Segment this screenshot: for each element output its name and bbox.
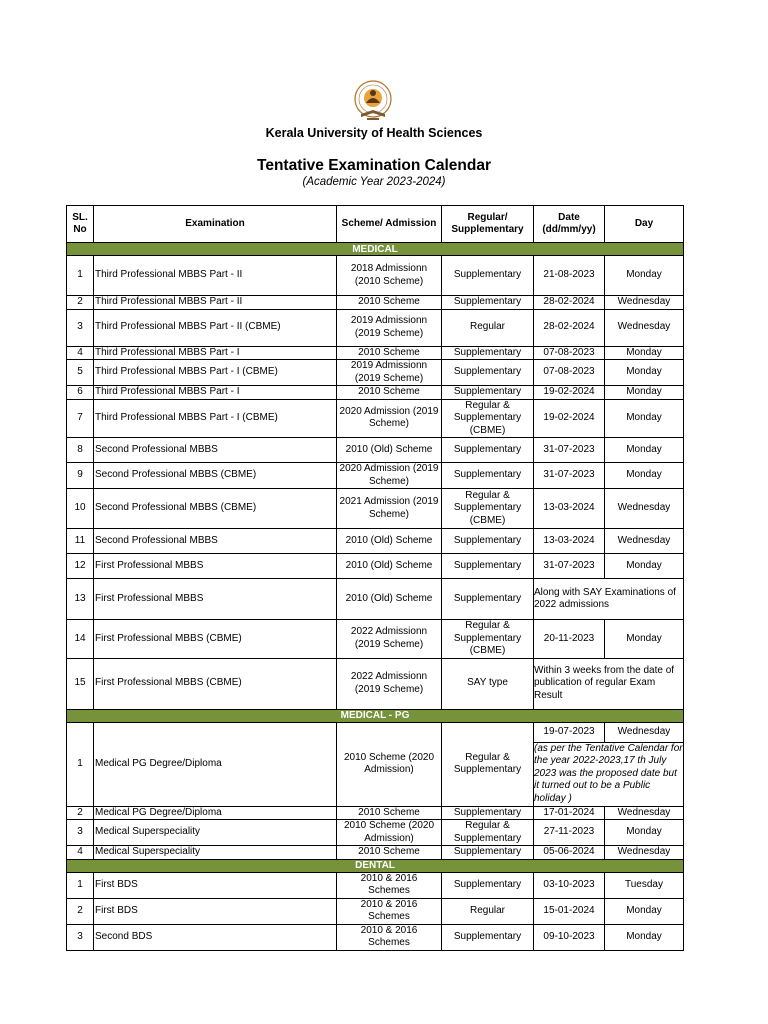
exam-day: Wednesday [605,489,684,529]
scheme-admission: 2020 Admission (2019 Scheme) [337,463,442,489]
col-header-date: Date (dd/mm/yy) [534,206,605,243]
table-row [67,296,684,310]
sl-number: 10 [67,489,94,529]
table-row [67,924,684,950]
exam-day: Monday [605,360,684,386]
examination-name: Third Professional MBBS Part - I (CBME) [94,360,337,386]
examination-name: First BDS [94,872,337,898]
table-row [67,360,684,386]
table-row [67,722,684,742]
sl-number: 6 [67,386,94,400]
table-row [67,386,684,400]
date-note: Along with SAY Examinations of 2022 admissions [534,579,684,620]
examination-name: First Professional MBBS (CBME) [94,658,337,709]
sl-number: 1 [67,256,94,296]
exam-type: Supplementary [442,463,534,489]
table-row [67,872,684,898]
exam-day: Monday [605,463,684,489]
exam-type: Supplementary [442,346,534,360]
sl-number: 14 [67,620,94,659]
table-body [67,243,684,951]
scheme-admission: 2010 Scheme [337,386,442,400]
exam-date: 17-01-2024 [534,806,605,820]
table-row [67,346,684,360]
exam-type: Supplementary [442,360,534,386]
exam-type: SAY type [442,658,534,709]
exam-day: Wednesday [605,806,684,820]
table-row [67,309,684,346]
examination-name: First BDS [94,898,337,924]
scheme-admission: 2021 Admission (2019 Scheme) [337,489,442,529]
table-row [67,620,684,659]
exam-type: Regular [442,898,534,924]
sl-number: 2 [67,296,94,310]
examination-name: First Professional MBBS [94,554,337,579]
scheme-admission: 2010 Scheme [337,846,442,860]
exam-date: 28-02-2024 [534,296,605,310]
date-note: Within 3 weeks from the date of publication of regular Exam Result [534,658,684,709]
col-header-examination: Examination [94,206,337,243]
sl-number: 9 [67,463,94,489]
exam-type: Regular & Supplementary (CBME) [442,399,534,438]
exam-type: Supplementary [442,872,534,898]
table-row [67,554,684,579]
section-medical-label: MEDICAL [67,243,684,256]
exam-day: Monday [605,924,684,950]
scheme-admission: 2010 & 2016 Schemes [337,924,442,950]
examination-name: Third Professional MBBS Part - II (CBME) [94,309,337,346]
scheme-admission: 2010 Scheme [337,806,442,820]
examination-name: First Professional MBBS (CBME) [94,620,337,659]
exam-day: Monday [605,898,684,924]
sl-number: 15 [67,658,94,709]
scheme-admission: 2010 (Old) Scheme [337,438,442,463]
section-medical-pg-label: MEDICAL - PG [67,709,684,722]
sl-number: 4 [67,346,94,360]
scheme-admission: 2010 Scheme (2020 Admission) [337,722,442,806]
exam-day: Monday [605,386,684,400]
exam-day: Monday [605,620,684,659]
exam-date: 19-02-2024 [534,399,605,438]
exam-type: Supplementary [442,256,534,296]
table-row [67,256,684,296]
table-row [67,846,684,860]
scheme-admission: 2019 Admissionn (2019 Scheme) [337,309,442,346]
scheme-admission: 2010 (Old) Scheme [337,554,442,579]
exam-date: 15-01-2024 [534,898,605,924]
col-header-scheme: Scheme/ Admission [337,206,442,243]
examination-name: Second Professional MBBS [94,438,337,463]
table-row [67,658,684,709]
scheme-admission: 2010 (Old) Scheme [337,529,442,554]
sl-number: 12 [67,554,94,579]
sl-number: 2 [67,898,94,924]
sl-number: 1 [67,722,94,806]
exam-day: Monday [605,399,684,438]
exam-date: 27-11-2023 [534,820,605,846]
examination-name: Third Professional MBBS Part - II [94,256,337,296]
exam-date: 28-02-2024 [534,309,605,346]
examination-name: Third Professional MBBS Part - II [94,296,337,310]
exam-date: 07-08-2023 [534,360,605,386]
exam-day: Wednesday [605,529,684,554]
examination-name: Second Professional MBBS (CBME) [94,463,337,489]
table-row [67,806,684,820]
col-header-regular: Regular/ Supplementary [442,206,534,243]
exam-type: Supplementary [442,579,534,620]
exam-type: Supplementary [442,554,534,579]
exam-day: Monday [605,820,684,846]
exam-date: 09-10-2023 [534,924,605,950]
examination-name: Third Professional MBBS Part - I [94,386,337,400]
exam-date: 20-11-2023 [534,620,605,659]
scheme-admission: 2020 Admission (2019 Scheme) [337,399,442,438]
exam-type: Regular & Supplementary [442,722,534,806]
scheme-admission: 2010 & 2016 Schemes [337,898,442,924]
university-name: Kerala University of Health Sciences [265,126,483,140]
examination-name: Medical Superspeciality [94,820,337,846]
page-title: Tentative Examination Calendar [257,157,491,174]
scheme-admission: 2010 Scheme [337,296,442,310]
exam-type: Supplementary [442,438,534,463]
examination-name: Medical PG Degree/Diploma [94,722,337,806]
examination-name: Second Professional MBBS (CBME) [94,489,337,529]
exam-type: Supplementary [442,806,534,820]
section-medical [67,243,684,256]
exam-date: 05-06-2024 [534,846,605,860]
sl-number: 5 [67,360,94,386]
exam-day: Monday [605,346,684,360]
examination-name: Third Professional MBBS Part - I [94,346,337,360]
exam-date: 19-07-2023 [534,722,605,742]
exam-day: Monday [605,438,684,463]
exam-date: 19-02-2024 [534,386,605,400]
exam-day: Wednesday [605,296,684,310]
exam-day: Wednesday [605,309,684,346]
exam-type: Regular & Supplementary (CBME) [442,489,534,529]
sl-number: 3 [67,309,94,346]
exam-day: Monday [605,256,684,296]
exam-type: Supplementary [442,296,534,310]
exam-date: 31-07-2023 [534,463,605,489]
scheme-admission: 2022 Admissionn (2019 Scheme) [337,620,442,659]
section-dental-label: DENTAL [67,859,684,872]
sl-number: 1 [67,872,94,898]
exam-date: 31-07-2023 [534,438,605,463]
table-row [67,399,684,438]
sl-number: 8 [67,438,94,463]
exam-type: Regular & Supplementary (CBME) [442,620,534,659]
scheme-admission: 2022 Admissionn (2019 Scheme) [337,658,442,709]
examination-name: Second BDS [94,924,337,950]
exam-type: Supplementary [442,846,534,860]
exam-type: Regular & Supplementary [442,820,534,846]
examination-name: First Professional MBBS [94,579,337,620]
exam-date: 13-03-2024 [534,529,605,554]
examination-name: Medical PG Degree/Diploma [94,806,337,820]
scheme-admission: 2010 (Old) Scheme [337,579,442,620]
exam-date: 07-08-2023 [534,346,605,360]
exam-date: 31-07-2023 [534,554,605,579]
table-row [67,463,684,489]
scheme-admission: 2019 Admissionn (2019 Scheme) [337,360,442,386]
col-header-sl: SL. No [67,206,94,243]
date-note: (as per the Tentative Calendar for the year 2022-2023,17 th July 2023 was the proposed date but it turned out to be a Public holiday ) [534,742,684,806]
sl-number: 3 [67,924,94,950]
exam-date: 21-08-2023 [534,256,605,296]
table-header-row [67,206,684,243]
exam-day: Wednesday [605,846,684,860]
exam-calendar-table [66,205,684,951]
table-row [67,529,684,554]
exam-date: 03-10-2023 [534,872,605,898]
sl-number: 11 [67,529,94,554]
section-medical-pg [67,709,684,722]
col-header-day: Day [605,206,684,243]
exam-type: Supplementary [442,529,534,554]
exam-type: Supplementary [442,386,534,400]
scheme-admission: 2010 Scheme (2020 Admission) [337,820,442,846]
section-dental [67,859,684,872]
exam-date: 13-03-2024 [534,489,605,529]
sl-number: 2 [67,806,94,820]
exam-day: Wednesday [605,722,684,742]
sl-number: 7 [67,399,94,438]
sl-number: 3 [67,820,94,846]
exam-day: Tuesday [605,872,684,898]
scheme-admission: 2010 & 2016 Schemes [337,872,442,898]
table-row [67,898,684,924]
examination-name: Medical Superspeciality [94,846,337,860]
table-row [67,489,684,529]
sl-number: 13 [67,579,94,620]
exam-day: Monday [605,554,684,579]
exam-type: Supplementary [442,924,534,950]
scheme-admission: 2018 Admissionn (2010 Scheme) [337,256,442,296]
examination-name: Third Professional MBBS Part - I (CBME) [94,399,337,438]
scheme-admission: 2010 Scheme [337,346,442,360]
table-row [67,438,684,463]
academic-year: (Academic Year 2023-2024) [302,176,446,188]
exam-type: Regular [442,309,534,346]
university-seal-logo [353,79,393,123]
examination-name: Second Professional MBBS [94,529,337,554]
table-row [67,820,684,846]
sl-number: 4 [67,846,94,860]
table-row [67,579,684,620]
